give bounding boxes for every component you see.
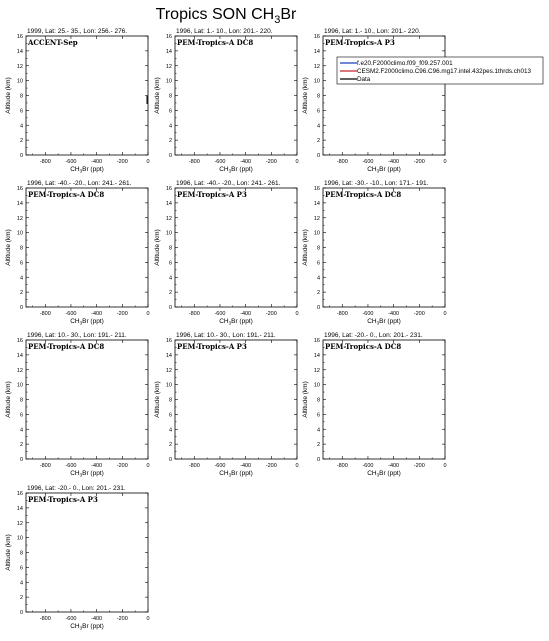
panel-subtitle: 1996, Lat: -20.- 0., Lon: 201.- 231. (27, 485, 126, 492)
y-tick-label: 10 (16, 78, 23, 85)
x-tick-label: 0 (443, 159, 447, 165)
x-axis-label (70, 318, 104, 326)
y-tick-label: 0 (168, 153, 172, 159)
y-tick-label: 14 (313, 48, 320, 55)
x-tick-label: -400 (388, 159, 400, 165)
x-tick-label: -800 (336, 463, 348, 469)
x-axis-label-post: Br (ppt) (82, 166, 104, 173)
x-axis-label-pre: CH (367, 166, 377, 173)
y-axis-label: Altitude (km) (154, 381, 161, 418)
panel-subtitle: 1996, Lat: -20.- 0., Lon: 201.- 231. (324, 332, 423, 339)
x-axis-label (367, 166, 401, 174)
x-axis-label-pre: CH (367, 470, 377, 477)
y-tick-label: 10 (313, 382, 320, 389)
x-tick-label: -600 (65, 616, 77, 622)
plot-frame (26, 493, 148, 612)
y-axis-label: Altitude (km) (302, 77, 309, 114)
y-tick-label: 2 (316, 442, 320, 449)
x-tick-label: 0 (146, 463, 150, 469)
y-tick-label: 14 (313, 200, 320, 207)
x-tick-label: -600 (214, 311, 226, 317)
y-tick-label: 16 (16, 34, 23, 40)
x-axis-label-post: Br (ppt) (379, 470, 401, 477)
y-tick-label: 6 (19, 108, 23, 115)
y-tick-label: 4 (168, 427, 172, 434)
panel-label: PEM-Tropics-A P3 (325, 38, 395, 47)
y-tick-label: 8 (19, 245, 23, 252)
y-tick-label: 16 (313, 186, 320, 192)
x-axis-label-pre: CH (70, 470, 80, 477)
panel-label: PEM-Tropics-A P3 (28, 495, 98, 504)
x-axis-label (219, 166, 253, 174)
y-tick-label: 0 (168, 457, 172, 463)
x-tick-label: -200 (265, 311, 277, 317)
panel-label: PEM-Tropics-A P3 (177, 190, 247, 199)
plot-frame (26, 340, 148, 459)
x-tick-label: -600 (362, 463, 374, 469)
legend-entry: f.e20.F2000climo.f09_f09.257.001 (357, 60, 453, 67)
panel-subtitle: 1996, Lat: -30.- -10., Lon: 171.- 191. (324, 180, 429, 187)
y-tick-label: 12 (165, 215, 172, 222)
panel-2 (154, 28, 299, 174)
y-tick-label: 6 (19, 565, 23, 572)
panel-label: PEM-Tropics-A DC8 (325, 342, 402, 351)
y-tick-label: 6 (316, 412, 320, 419)
x-tick-label: -800 (39, 311, 51, 317)
x-tick-label: -800 (39, 463, 51, 469)
y-tick-label: 4 (168, 275, 172, 282)
y-tick-label: 4 (316, 275, 320, 282)
x-tick-label: -400 (240, 463, 252, 469)
y-tick-label: 14 (16, 48, 23, 55)
y-tick-label: 10 (165, 78, 172, 85)
y-tick-label: 14 (165, 48, 172, 55)
panels (5, 28, 447, 631)
y-tick-label: 2 (168, 290, 172, 297)
panel-label: PEM-Tropics-A P3 (177, 342, 247, 351)
y-tick-label: 0 (19, 153, 23, 159)
panel-9 (302, 332, 447, 478)
y-axis-label: Altitude (km) (302, 229, 309, 266)
x-tick-label: -200 (413, 159, 425, 165)
panel-8 (154, 332, 299, 478)
x-axis-label (70, 623, 104, 631)
x-tick-label: -400 (240, 311, 252, 317)
y-tick-label: 10 (16, 230, 23, 237)
y-tick-label: 8 (19, 93, 23, 100)
y-tick-label: 2 (316, 138, 320, 145)
x-tick-label: -800 (188, 159, 200, 165)
x-tick-label: 0 (443, 311, 447, 317)
x-axis-label-sub: 3 (79, 472, 83, 478)
y-tick-label: 12 (16, 215, 23, 222)
y-axis-label: Altitude (km) (5, 229, 12, 266)
y-tick-label: 2 (19, 138, 23, 145)
y-tick-label: 4 (168, 123, 172, 130)
y-tick-label: 8 (316, 93, 320, 100)
x-axis-label (367, 318, 401, 326)
y-tick-label: 16 (313, 338, 320, 344)
x-tick-label: -600 (65, 311, 77, 317)
x-tick-label: -800 (188, 311, 200, 317)
y-tick-label: 8 (168, 93, 172, 100)
y-tick-label: 14 (165, 352, 172, 359)
x-axis-label-pre: CH (367, 318, 377, 325)
x-tick-label: -400 (388, 311, 400, 317)
panel-4 (5, 180, 150, 326)
x-axis-label (219, 318, 253, 326)
x-tick-label: -800 (336, 311, 348, 317)
x-tick-label: 0 (443, 463, 447, 469)
y-tick-label: 8 (19, 397, 23, 404)
plot-frame (175, 36, 297, 155)
page-title (156, 6, 297, 26)
y-tick-label: 8 (19, 550, 23, 557)
x-tick-label: 0 (295, 159, 299, 165)
y-tick-label: 12 (16, 520, 23, 527)
y-tick-label: 14 (16, 200, 23, 207)
x-axis-label-post: Br (ppt) (379, 318, 401, 325)
y-tick-label: 10 (313, 78, 320, 85)
y-tick-label: 12 (16, 63, 23, 70)
y-tick-label: 16 (16, 491, 23, 497)
panel-subtitle: 1999, Lat: 25.- 35., Lon: 256.- 276. (27, 28, 128, 35)
x-tick-label: -600 (214, 463, 226, 469)
x-axis-label-pre: CH (70, 166, 80, 173)
panel-5 (154, 180, 299, 326)
x-tick-label: -400 (91, 159, 103, 165)
panel-6 (302, 180, 447, 326)
y-axis-label: Altitude (km) (302, 381, 309, 418)
x-axis-label-sub: 3 (228, 472, 232, 478)
y-tick-label: 8 (316, 245, 320, 252)
y-tick-label: 0 (19, 457, 23, 463)
x-axis-label-sub: 3 (376, 320, 380, 326)
x-tick-label: -800 (39, 616, 51, 622)
x-tick-label: -600 (362, 311, 374, 317)
x-tick-label: -600 (65, 159, 77, 165)
y-tick-label: 12 (16, 367, 23, 374)
y-tick-label: 16 (165, 338, 172, 344)
panel-7 (5, 332, 150, 478)
y-tick-label: 10 (16, 382, 23, 389)
y-tick-label: 12 (165, 367, 172, 374)
y-tick-label: 0 (316, 305, 320, 311)
y-tick-label: 12 (313, 63, 320, 70)
y-tick-label: 6 (168, 260, 172, 267)
y-tick-label: 16 (313, 34, 320, 40)
x-tick-label: 0 (295, 311, 299, 317)
y-tick-label: 6 (19, 412, 23, 419)
x-axis-label-post: Br (ppt) (231, 166, 253, 173)
plot-frame (26, 188, 148, 307)
y-axis-label: Altitude (km) (5, 534, 12, 571)
y-tick-label: 0 (19, 610, 23, 616)
x-tick-label: -600 (362, 159, 374, 165)
x-tick-label: 0 (146, 159, 150, 165)
y-tick-label: 2 (316, 290, 320, 297)
legend-entry: CESM2.F2000climo.C96.C96.mg17.intel.432pes.1thrds.ch013 (357, 68, 531, 75)
x-axis-label-post: Br (ppt) (379, 166, 401, 173)
x-tick-label: -400 (91, 311, 103, 317)
panel-subtitle: 1996, Lat: -40.- -20., Lon: 241.- 261. (176, 180, 281, 187)
y-axis-label: Altitude (km) (5, 77, 12, 114)
x-axis-label-pre: CH (70, 318, 80, 325)
x-axis-label-sub: 3 (376, 168, 380, 174)
panel-label: PEM-Tropics-A DC8 (177, 38, 254, 47)
y-tick-label: 12 (313, 367, 320, 374)
y-tick-label: 6 (316, 260, 320, 267)
x-tick-label: -800 (188, 463, 200, 469)
y-axis-label: Altitude (km) (154, 229, 161, 266)
y-tick-label: 10 (16, 535, 23, 542)
y-tick-label: 4 (19, 123, 23, 130)
x-tick-label: 0 (146, 616, 150, 622)
y-axis-label: Altitude (km) (5, 381, 12, 418)
x-tick-label: -400 (388, 463, 400, 469)
y-tick-label: 4 (316, 123, 320, 130)
page-title-sub: 3 (274, 14, 281, 26)
y-tick-label: 2 (19, 290, 23, 297)
panel-3 (302, 28, 447, 174)
y-tick-label: 6 (168, 412, 172, 419)
legend-entry: Data (357, 76, 371, 83)
x-axis-label-sub: 3 (228, 320, 232, 326)
y-tick-label: 4 (19, 427, 23, 434)
panel-subtitle: 1996, Lat: 1.- 10., Lon: 201.- 220. (324, 28, 421, 35)
plot-frame (323, 36, 445, 155)
page-title-tail: Br (280, 6, 297, 23)
y-tick-label: 6 (316, 108, 320, 115)
x-tick-label: -200 (116, 159, 128, 165)
y-tick-label: 6 (19, 260, 23, 267)
y-tick-label: 2 (19, 595, 23, 602)
plot-frame (323, 188, 445, 307)
y-tick-label: 2 (168, 442, 172, 449)
x-tick-label: -600 (214, 159, 226, 165)
x-tick-label: -400 (91, 616, 103, 622)
y-tick-label: 2 (168, 138, 172, 145)
y-tick-label: 4 (19, 275, 23, 282)
y-tick-label: 12 (165, 63, 172, 70)
x-tick-label: -200 (413, 463, 425, 469)
x-tick-label: -400 (240, 159, 252, 165)
y-tick-label: 16 (165, 34, 172, 40)
panel-1 (5, 28, 150, 174)
y-tick-label: 16 (16, 338, 23, 344)
x-axis-label-sub: 3 (228, 168, 232, 174)
y-tick-label: 10 (165, 230, 172, 237)
x-tick-label: -200 (413, 311, 425, 317)
y-tick-label: 16 (165, 186, 172, 192)
x-axis-label-pre: CH (70, 623, 80, 630)
y-tick-label: 14 (16, 505, 23, 512)
y-tick-label: 8 (316, 397, 320, 404)
y-tick-label: 10 (313, 230, 320, 237)
y-tick-label: 0 (316, 457, 320, 463)
x-tick-label: -200 (116, 616, 128, 622)
x-axis-label-post: Br (ppt) (82, 318, 104, 325)
y-tick-label: 0 (316, 153, 320, 159)
legend (337, 57, 543, 84)
x-tick-label: -200 (116, 463, 128, 469)
x-axis-label-post: Br (ppt) (231, 318, 253, 325)
plot-frame (175, 188, 297, 307)
y-tick-label: 6 (168, 108, 172, 115)
panel-subtitle: 1996, Lat: 10.- 30., Lon: 191.- 211. (176, 332, 276, 339)
x-axis-label-pre: CH (219, 166, 229, 173)
y-tick-label: 4 (316, 427, 320, 434)
y-tick-label: 14 (165, 200, 172, 207)
x-axis-label (70, 166, 104, 174)
x-tick-label: -600 (65, 463, 77, 469)
x-tick-label: 0 (146, 311, 150, 317)
x-axis-label-sub: 3 (376, 472, 380, 478)
x-axis-label-post: Br (ppt) (82, 623, 104, 630)
plot-frame (26, 36, 148, 155)
x-tick-label: -400 (91, 463, 103, 469)
y-tick-label: 14 (313, 352, 320, 359)
y-tick-label: 8 (168, 397, 172, 404)
y-tick-label: 0 (19, 305, 23, 311)
panel-label: PEM-Tropics-A DC8 (28, 342, 105, 351)
panel-subtitle: 1996, Lat: -40.- -20., Lon: 241.- 261. (27, 180, 132, 187)
x-axis-label-sub: 3 (79, 168, 83, 174)
panel-label: PEM-Tropics-A DC8 (28, 190, 105, 199)
y-tick-label: 14 (16, 352, 23, 359)
x-tick-label: -200 (265, 159, 277, 165)
x-axis-label-sub: 3 (79, 320, 83, 326)
x-axis-label (219, 470, 253, 478)
x-axis-label-post: Br (ppt) (231, 470, 253, 477)
y-tick-label: 2 (19, 442, 23, 449)
y-tick-label: 8 (168, 245, 172, 252)
plot-frame (175, 340, 297, 459)
panel-subtitle: 1996, Lat: 10.- 30., Lon: 191.- 211. (27, 332, 127, 339)
x-tick-label: 0 (295, 463, 299, 469)
x-axis-label-pre: CH (219, 318, 229, 325)
plot-frame (323, 340, 445, 459)
page-title-main: Tropics SON CH (155, 6, 275, 23)
x-axis-label (367, 470, 401, 478)
y-tick-label: 10 (165, 382, 172, 389)
y-tick-label: 4 (19, 580, 23, 587)
panel-label: ACCENT-Sep (28, 38, 78, 47)
y-tick-label: 0 (168, 305, 172, 311)
y-axis-label: Altitude (km) (154, 77, 161, 114)
panel-label: PEM-Tropics-A DC8 (325, 190, 402, 199)
panel-10 (5, 485, 150, 631)
x-axis-label-post: Br (ppt) (82, 470, 104, 477)
panel-subtitle: 1996, Lat: 1.- 10., Lon: 201.- 220. (176, 28, 273, 35)
y-tick-label: 16 (16, 186, 23, 192)
x-axis-label (70, 470, 104, 478)
x-axis-label-pre: CH (219, 470, 229, 477)
x-axis-label-sub: 3 (79, 625, 83, 631)
y-tick-label: 12 (313, 215, 320, 222)
x-tick-label: -200 (116, 311, 128, 317)
x-tick-label: -200 (265, 463, 277, 469)
x-tick-label: -800 (336, 159, 348, 165)
x-tick-label: -800 (39, 159, 51, 165)
